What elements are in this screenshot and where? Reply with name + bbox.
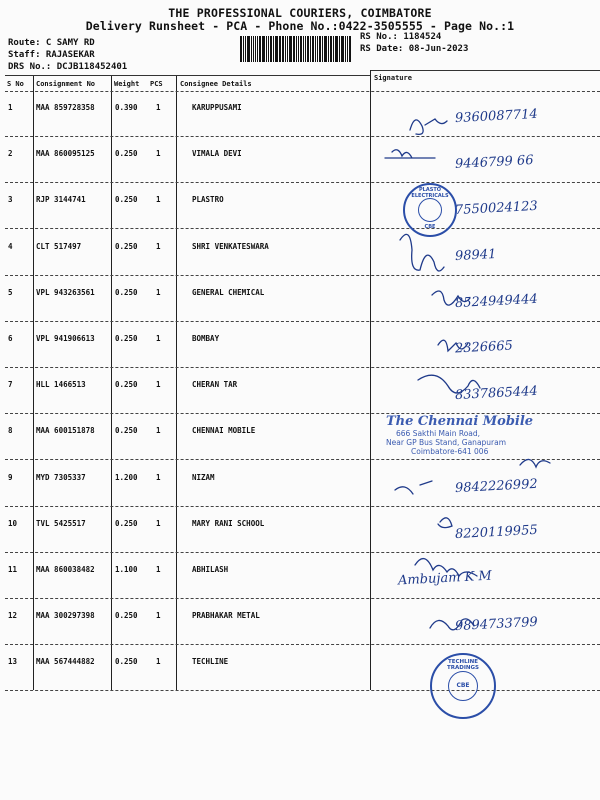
row-signature-handwriting: Ambujam K M [397, 568, 493, 589]
row-sno: 8 [8, 426, 13, 436]
row-weight: 0.250 [115, 334, 138, 343]
rs-date: RS Date: 08-Jun-2023 [360, 44, 469, 54]
row-consignment-number: MAA 300297398 [36, 611, 95, 621]
drs-number: DRS No.: DCJB118452401 [8, 62, 128, 72]
plasto-stamp-top-text: PLASTO ELECTRICALS [411, 187, 449, 199]
row-consignment-number: CLT 517497 [36, 241, 82, 251]
row-signature-handwriting: 9360087714 [454, 106, 539, 127]
row-consignment-number: MAA 859728358 [36, 103, 95, 112]
row-signature-handwriting: 8220119955 [454, 522, 539, 542]
stamp-address-line: Near GP Bus Stand, Ganapuram [386, 438, 507, 447]
row-weight: 0.250 [115, 657, 138, 667]
row-weight: 0.250 [115, 287, 138, 297]
route-label: Route: C SAMY RD [8, 38, 95, 48]
row-pcs: 1 [156, 380, 161, 390]
row-consignment-number: TVL 5425517 [36, 518, 86, 528]
row-signature-handwriting: 8524949444 [454, 291, 539, 311]
row-pcs: 1 [156, 565, 161, 574]
row-consignment-number: MAA 860095125 [36, 149, 95, 159]
header-pcs: PCS [150, 80, 163, 88]
row-pcs: 1 [156, 334, 161, 343]
row-sno: 4 [8, 241, 13, 251]
row-signature-handwriting: 9446799 66 [454, 153, 534, 173]
plasto-stamp-bottom-text: CBE [424, 224, 436, 230]
row-pcs: 1 [156, 611, 161, 621]
header-consignee: Consignee Details [180, 80, 252, 88]
stamp-shop-name: The Chennai Mobile [386, 414, 534, 429]
row-sno: 7 [8, 380, 13, 390]
row-consignee-name: CHERAN TAR [192, 380, 238, 390]
header-consignment: Consignment No [36, 80, 96, 88]
row-consignee-name: TECHLINE [192, 657, 229, 667]
row-consignee-name: PRABHAKAR METAL [192, 611, 260, 621]
row-sno: 10 [8, 518, 18, 528]
row-consignee-name: SHRI VENKATESWARA [192, 241, 269, 251]
row-consignee-name: VIMALA DEVI [192, 149, 242, 159]
row-consignee-name: PLASTRO [192, 195, 224, 205]
row-sno: 9 [8, 472, 13, 482]
row-weight: 0.390 [115, 103, 138, 112]
row-sno: 2 [8, 149, 13, 159]
row-signature-handwriting: 2326665 [454, 338, 514, 357]
row-pcs: 1 [156, 195, 161, 205]
row-consignment-number: MAA 860038482 [36, 565, 95, 574]
header-sno: S No [7, 80, 24, 88]
row-sno: 12 [8, 611, 18, 621]
row-weight: 1.100 [115, 565, 138, 574]
row-signature-handwriting: 98941 [454, 246, 497, 264]
row-weight: 0.250 [115, 195, 138, 205]
row-consignment-number: MYD 7305337 [36, 472, 86, 482]
row-weight: 0.250 [115, 426, 138, 436]
row-sno: 1 [8, 103, 13, 112]
row-signature-handwriting: 8337865444 [454, 384, 539, 404]
row-consignee-name: NIZAM [192, 472, 215, 482]
row-sno: 13 [8, 657, 18, 667]
techline-stamp-bottom-text: CBE [456, 682, 470, 689]
runsheet-subtitle: Delivery Runsheet - PCA - Phone No.:0422-3505555 - Page No.:1 [85, 19, 515, 33]
row-weight: 0.250 [115, 611, 138, 621]
row-pcs: 1 [156, 472, 161, 482]
row-weight: 0.250 [115, 149, 138, 159]
row-signature-handwriting: 9842226992 [454, 476, 539, 496]
stamp-address-line: 666 Sakthi Main Road, [396, 429, 481, 438]
row-consignment-number: MAA 567444882 [36, 657, 95, 667]
row-weight: 0.250 [115, 241, 138, 251]
row-pcs: 1 [156, 287, 161, 297]
staff-label: Staff: RAJASEKAR [8, 50, 95, 60]
row-sno: 11 [8, 565, 18, 574]
row-consignee-name: GENERAL CHEMICAL [192, 287, 265, 297]
row-pcs: 1 [156, 657, 161, 667]
row-consignment-number: VPL 941906613 [36, 334, 95, 343]
techline-stamp-top-text: TECHLINE TRADINGS [447, 659, 479, 671]
row-consignment-number: MAA 600151878 [36, 426, 95, 436]
rs-number: RS No.: 1184524 [360, 32, 442, 42]
row-consignment-number: VPL 943263561 [36, 287, 95, 297]
row-weight: 1.200 [115, 472, 138, 482]
row-weight: 0.250 [115, 518, 138, 528]
row-signature-handwriting: 7550024123 [454, 199, 539, 219]
row-pcs: 1 [156, 518, 161, 528]
row-consignee-name: KARUPPUSAMI [192, 103, 242, 112]
row-consignment-number: RJP 3144741 [36, 195, 86, 205]
row-consignment-number: HLL 1466513 [36, 380, 86, 390]
header-weight: Weight [114, 80, 140, 88]
row-pcs: 1 [156, 149, 161, 159]
header-signature: Signature [374, 74, 412, 82]
row-sno: 5 [8, 287, 13, 297]
row-consignee-name: BOMBAY [192, 334, 220, 343]
row-signature-handwriting: 9894733799 [454, 615, 539, 635]
row-weight: 0.250 [115, 380, 138, 390]
row-consignee-name: CHENNAI MOBILE [192, 426, 256, 436]
company-title: THE PROFESSIONAL COURIERS, COIMBATORE [168, 6, 432, 20]
row-consignee-name: ABHILASH [192, 565, 229, 574]
row-pcs: 1 [156, 241, 161, 251]
row-pcs: 1 [156, 103, 161, 112]
row-sno: 6 [8, 334, 13, 343]
row-sno: 3 [8, 195, 13, 205]
row-consignee-name: MARY RANI SCHOOL [192, 518, 265, 528]
row-pcs: 1 [156, 426, 161, 436]
stamp-address-line: Coimbatore-641 006 [411, 447, 489, 456]
